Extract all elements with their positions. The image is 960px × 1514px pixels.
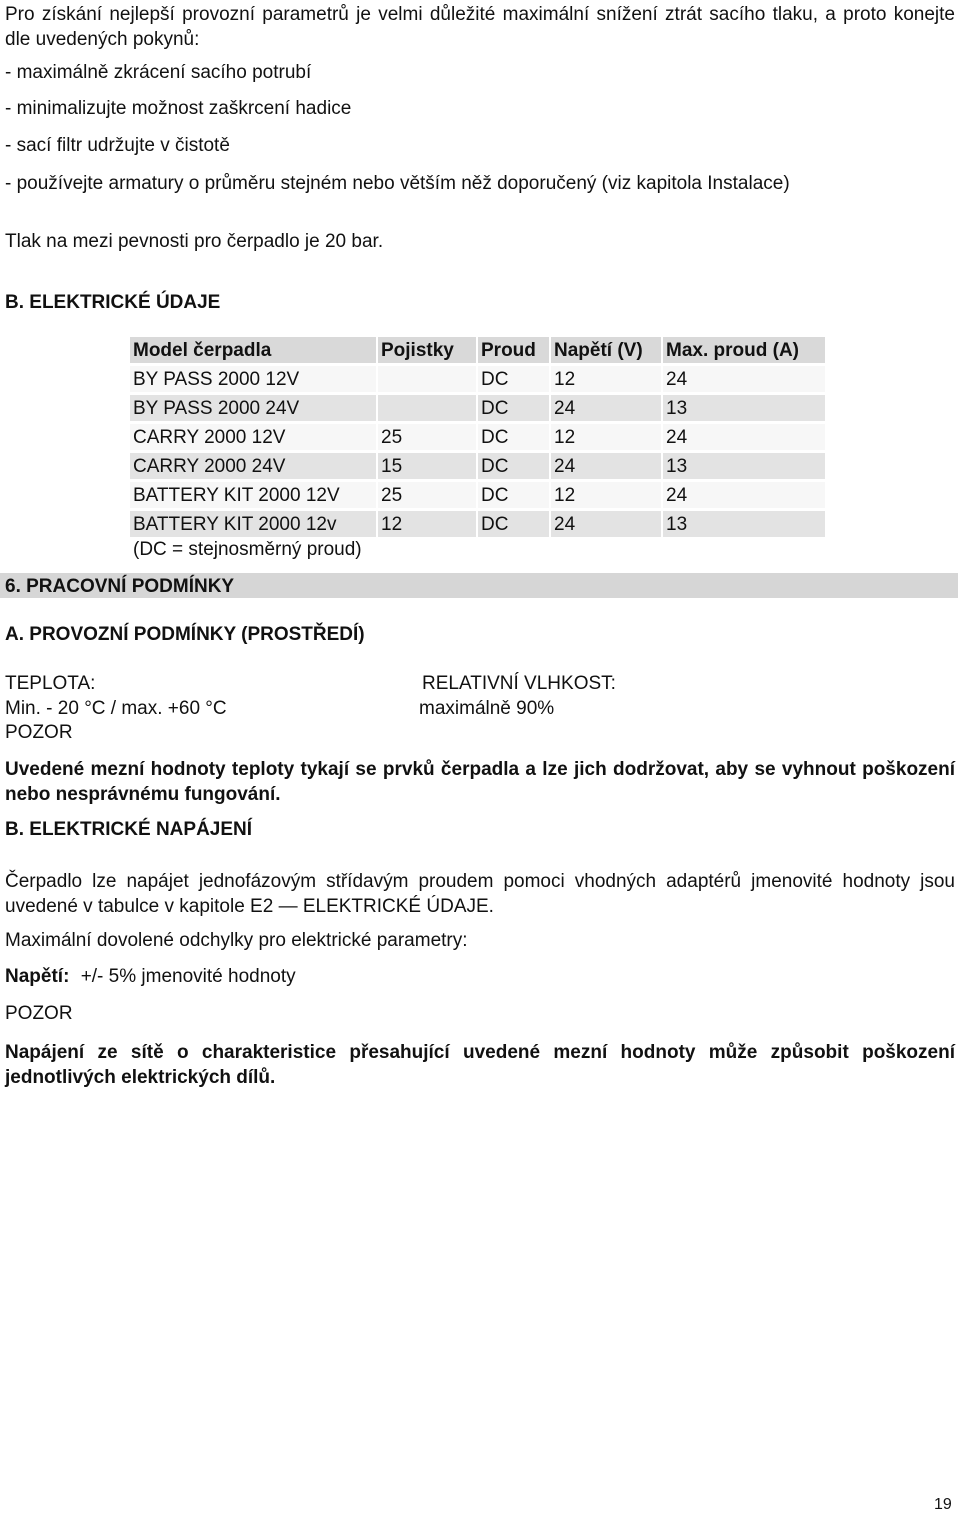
cell-fuses: 12 — [378, 511, 476, 537]
cell-current-type: DC — [478, 453, 549, 479]
header-fuses: Pojistky — [378, 337, 476, 363]
cell-fuses — [378, 366, 476, 392]
temperature-value: Min. - 20 °C / max. +60 °C — [5, 698, 227, 719]
header-current-type: Proud — [478, 337, 549, 363]
power-supply-paragraph: Čerpadlo lze napájet jednofázovým střídavým proudem pomoci vhodných adaptérů jmenovité hodnoty jsou uvedené v tabulce v kapitole E2 — ELEKTRICKÉ ÚDAJE. — [5, 871, 955, 917]
humidity-label: RELATIVNÍ VLHKOST: — [422, 673, 616, 694]
humidity-value: maximálně 90% — [419, 698, 555, 719]
pressure-text: Tlak na mezi pevnosti pro čerpadlo je 20 bar. — [5, 231, 384, 252]
bullet-item: - používejte armatury o průměru stejném nebo větším něž doporučený (viz kapitola Instalace) — [5, 173, 790, 194]
cell-current-type: DC — [478, 366, 549, 392]
cell-model: BATTERY KIT 2000 12v — [130, 511, 376, 537]
cell-fuses: 15 — [378, 453, 476, 479]
cell-current-type: DC — [478, 395, 549, 421]
cell-current-type: DC — [478, 511, 549, 537]
power-supply-heading: B. ELEKTRICKÉ NAPÁJENÍ — [5, 819, 253, 840]
cell-max-current: 24 — [663, 482, 825, 508]
voltage-line — [5, 966, 296, 988]
power-warning-label: POZOR — [5, 1003, 73, 1024]
header-max-current: Max. proud (A) — [663, 337, 825, 363]
cell-max-current: 13 — [663, 511, 825, 537]
cell-max-current: 13 — [663, 395, 825, 421]
cell-voltage: 24 — [551, 395, 661, 421]
cell-voltage: 24 — [551, 453, 661, 479]
cell-fuses — [378, 395, 476, 421]
cell-voltage: 12 — [551, 366, 661, 392]
cell-current-type: DC — [478, 424, 549, 450]
cell-voltage: 12 — [551, 482, 661, 508]
voltage-label: Napětí: — [5, 966, 70, 987]
cell-max-current: 13 — [663, 453, 825, 479]
bullet-item: - sací filtr udržujte v čistotě — [5, 135, 230, 156]
operating-heading: A. PROVOZNÍ PODMÍNKY (PROSTŘEDÍ) — [5, 624, 365, 645]
cell-max-current: 24 — [663, 424, 825, 450]
header-voltage: Napětí (V) — [551, 337, 661, 363]
voltage-value: +/- 5% jmenovité hodnoty — [80, 966, 296, 987]
cell-fuses: 25 — [378, 424, 476, 450]
power-warning-text: Napájení ze sítě o charakteristice přesahující uvedené mezní hodnoty může způsobit poškození jednotlivých elektrických dílů. — [5, 1042, 955, 1088]
intro-paragraph: Pro získání nejlepší provozní parametrů je velmi důležité maximální snížení ztrát sacího tlaku, a proto konejte dle uvedených pokynů: — [5, 4, 955, 50]
table-note: (DC = stejnosměrný proud) — [133, 539, 362, 560]
cell-model: BY PASS 2000 12V — [130, 366, 376, 392]
cell-model: CARRY 2000 24V — [130, 453, 376, 479]
page-number: 19 — [934, 1496, 952, 1513]
section-6-title: 6. PRACOVNÍ PODMÍNKY — [5, 576, 235, 597]
electric-data-heading: B. ELEKTRICKÉ ÚDAJE — [5, 292, 221, 313]
cell-current-type: DC — [478, 482, 549, 508]
bullet-item: - minimalizujte možnost zaškrcení hadice — [5, 98, 352, 119]
cell-voltage: 24 — [551, 511, 661, 537]
cell-voltage: 12 — [551, 424, 661, 450]
section-6-bar — [0, 573, 958, 598]
temperature-label: TEPLOTA: — [5, 673, 96, 694]
deviations-text: Maximální dovolené odchylky pro elektrické parametry: — [5, 930, 468, 951]
cell-model: BY PASS 2000 24V — [130, 395, 376, 421]
cell-fuses: 25 — [378, 482, 476, 508]
cell-max-current: 24 — [663, 366, 825, 392]
cell-model: BATTERY KIT 2000 12V — [130, 482, 376, 508]
bullet-item: - maximálně zkrácení sacího potrubí — [5, 62, 312, 83]
cell-model: CARRY 2000 12V — [130, 424, 376, 450]
warning-label: POZOR — [5, 722, 73, 743]
header-model: Model čerpadla — [130, 337, 376, 363]
temperature-warning: Uvedené mezní hodnoty teploty tykají se prvků čerpadla a lze jich dodržovat, aby se vyhnout poškození nebo nesprávnému fungování. — [5, 759, 955, 805]
